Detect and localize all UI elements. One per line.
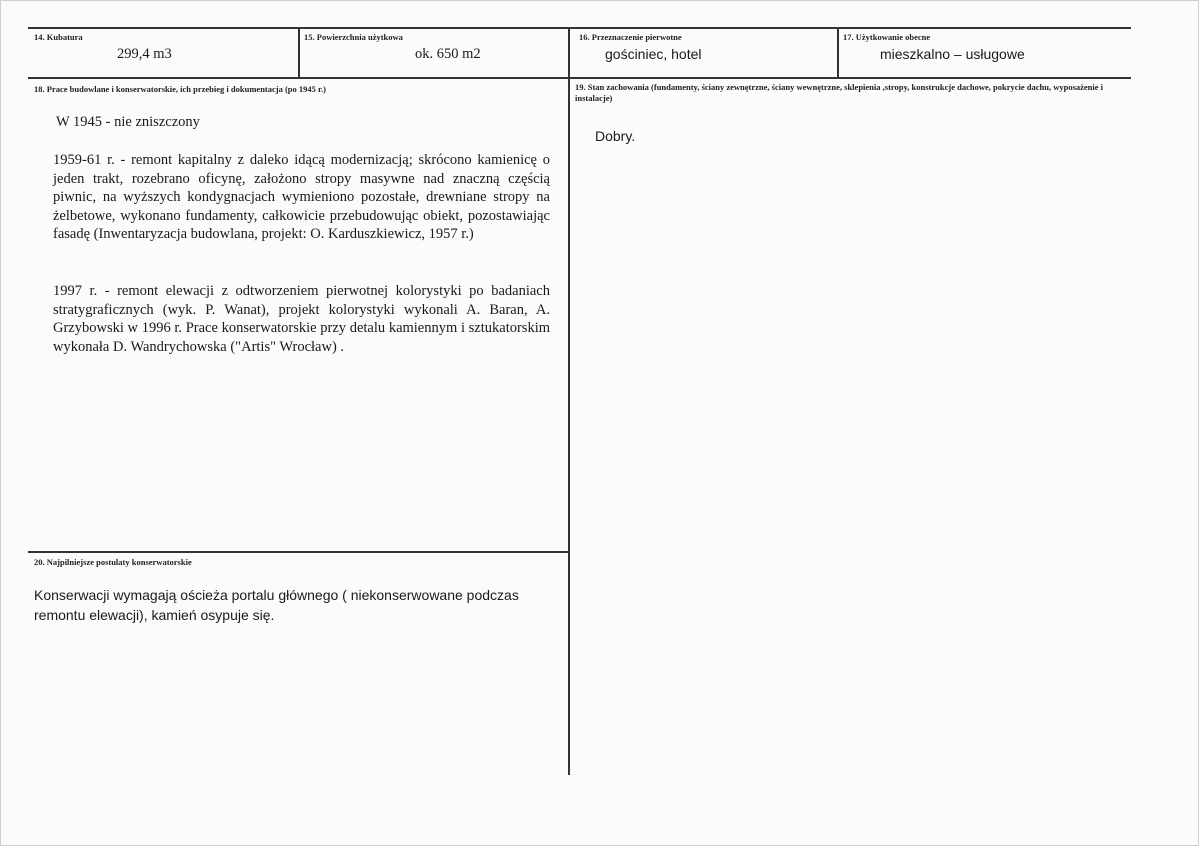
prace-paragraph-1: W 1945 - nie zniszczony — [56, 114, 200, 130]
kubatura-label: 14. Kubatura — [34, 32, 83, 42]
stan-value: Dobry. — [595, 128, 636, 144]
stan-label: 19. Stan zachowania (fundamenty, ściany zewnętrzne, ściany wewnętrzne, sklepienia ,stropy, konstrukcje dachowe, pokrycie dachu, wyposażenie i instalacje) — [575, 82, 1104, 103]
prace-label: 18. Prace budowlane i konserwatorskie, ich przebieg i dokumentacja (po 1945 r.) — [34, 84, 326, 94]
top-rule — [28, 27, 1131, 29]
divider-main — [568, 27, 570, 775]
przeznaczenie-value: gościniec, hotel — [605, 46, 702, 62]
prace-paragraph-2: 1959-61 r. - remont kapitalny z daleko idącą modernizacją; skrócono kamienicę o jeden trakt, rozebrano oficynę, założono stropy masywne nad znaczną częścią piwnic, na wyższych kondygnacjach wymieniono pozostałe, drewniane stropy na żelbetowe, wykonano fundamenty, całkowicie przebudowując obiekt, pozostawiając fasadę (Inwentaryzacja budowlana, projekt: O. Karduszkiewicz, 1957 r.) — [53, 152, 550, 243]
kubatura-value: 299,4 m3 — [117, 46, 172, 62]
przeznaczenie-label: 16. Przeznaczenie pierwotne — [579, 32, 682, 42]
powierzchnia-value: ok. 650 m2 — [415, 46, 481, 62]
prace-paragraph-3: 1997 r. - remont elewacji z odtworzeniem pierwotnej kolorystyki po badaniach stratygraficznych (wyk. P. Wanat), projekt kolorystyki wykonali A. Baran, A. Grzybowski w 1996 r. Prace konserwatorskie przy detalu kamiennym i sztukatorskim wykonała D. Wandrychowska ("Artis" Wrocław) . — [53, 283, 550, 355]
divider-16-17 — [837, 27, 839, 79]
divider-14-15 — [298, 27, 300, 79]
postulaty-value: Konserwacji wymagają ościeża portalu głównego ( niekonserwowane podczas remontu elewacji), kamień osypuje się. — [34, 587, 519, 623]
powierzchnia-label: 15. Powierzchnia użytkowa — [304, 32, 403, 42]
uzytkowanie-label: 17. Użytkowanie obecne — [843, 32, 931, 42]
postulaty-label: 20. Najpilniejsze postulaty konserwatorskie — [34, 557, 192, 567]
header-bottom-rule — [28, 77, 1131, 79]
section20-top-rule — [28, 551, 570, 553]
uzytkowanie-value: mieszkalno – usługowe — [880, 46, 1025, 62]
